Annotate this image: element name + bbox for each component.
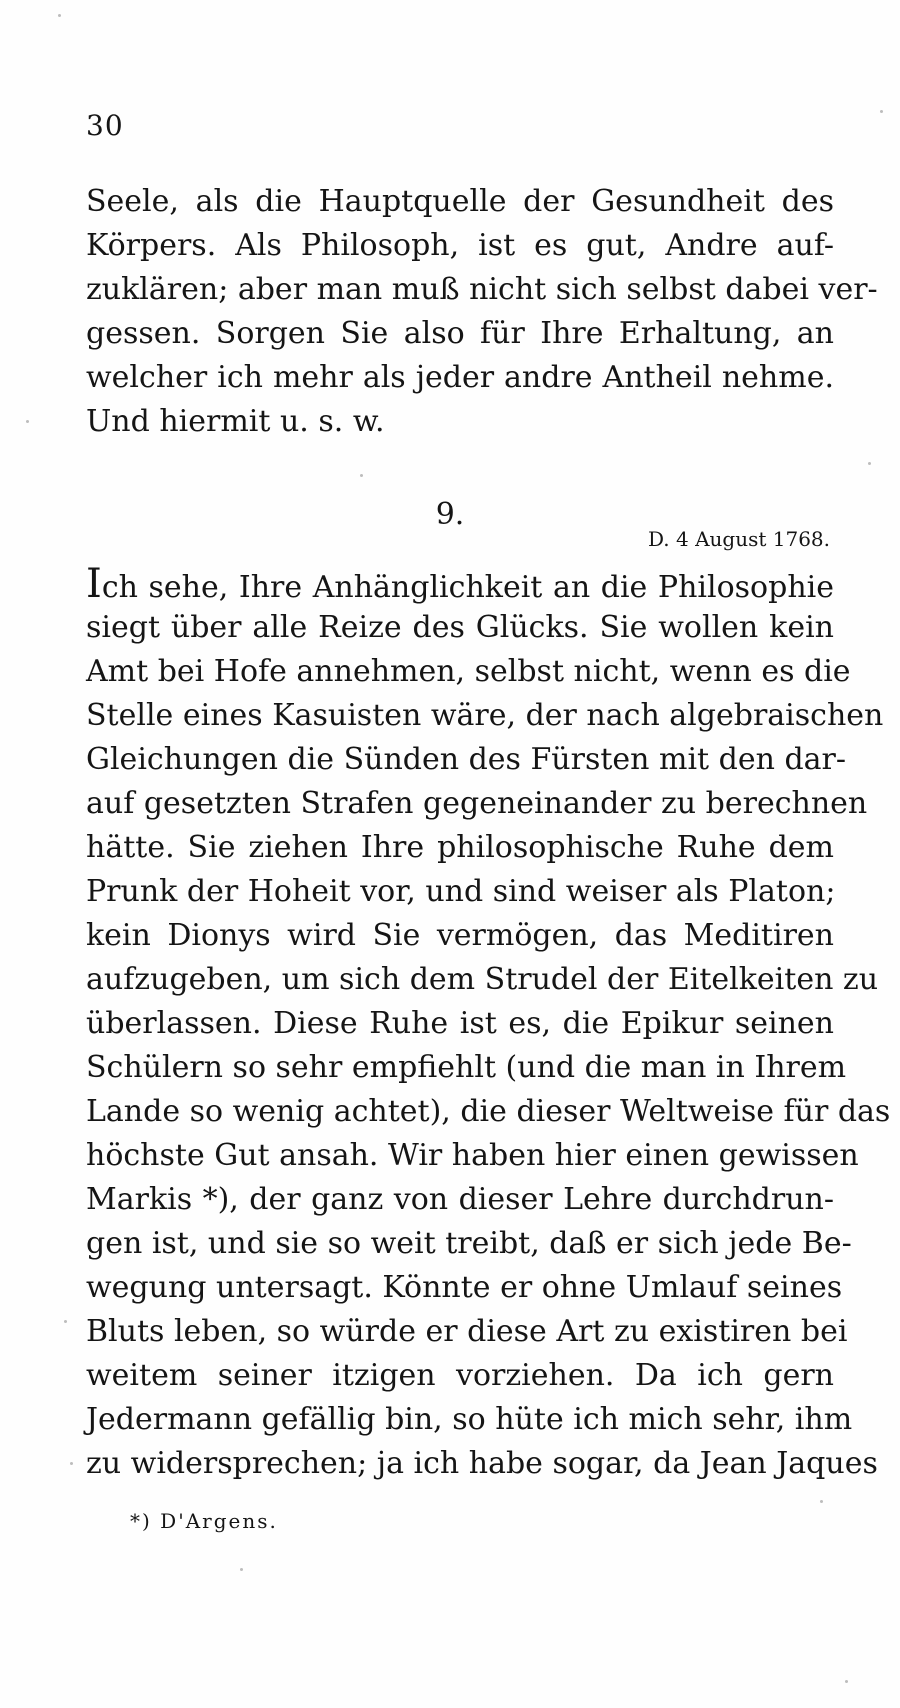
paper-speck bbox=[880, 110, 883, 113]
letter-line: Prunk der Hoheit vor, und sind weiser als Platon; bbox=[86, 874, 836, 909]
paper-speck bbox=[26, 420, 29, 423]
paper-speck bbox=[58, 14, 61, 17]
letter-line: Lande so wenig achtet), die dieser Weltweise für das bbox=[86, 1094, 891, 1129]
paper-speck bbox=[845, 1680, 848, 1683]
first-line-text: ch sehe, Ihre Anhänglichkeit an die Philosophie bbox=[101, 570, 834, 605]
paper-speck bbox=[64, 1320, 67, 1323]
footnote: *) D'Argens. bbox=[130, 1509, 278, 1533]
letter-line: Schülern so sehr empfiehlt (und die man in Ihrem bbox=[86, 1050, 847, 1085]
continuation-line: Körpers. Als Philosoph, ist es gut, Andre auf- bbox=[86, 228, 834, 263]
continuation-line: Und hiermit u. s. w. bbox=[86, 404, 385, 439]
letter-line: zu widersprechen; ja ich habe sogar, da Jean Jaques bbox=[86, 1446, 878, 1481]
continuation-line: zuklären; aber man muß nicht sich selbst dabei ver- bbox=[86, 272, 878, 307]
drop-cap: I bbox=[86, 561, 102, 607]
paper-speck bbox=[360, 474, 363, 477]
letter-line: hätte. Sie ziehen Ihre philosophische Ruhe dem bbox=[86, 830, 834, 865]
letter-date: D. 4 August 1768. bbox=[647, 527, 830, 551]
letter-line: gen ist, und sie so weit treibt, daß er sich jede Be- bbox=[86, 1226, 852, 1261]
paper-speck bbox=[820, 1500, 823, 1503]
continuation-line: welcher ich mehr als jeder andre Antheil nehme. bbox=[86, 360, 834, 395]
letter-line: kein Dionys wird Sie vermögen, das Meditiren bbox=[86, 918, 834, 953]
continuation-line: Seele, als die Hauptquelle der Gesundheit des bbox=[86, 184, 834, 219]
letter-line: siegt über alle Reize des Glücks. Sie wollen kein bbox=[86, 610, 834, 645]
letter-line: weitem seiner itzigen vorziehen. Da ich gern bbox=[86, 1358, 834, 1393]
letter-line: höchste Gut ansah. Wir haben hier einen gewissen bbox=[86, 1138, 859, 1173]
letter-line: auf gesetzten Strafen gegeneinander zu berechnen bbox=[86, 786, 868, 821]
letter-first-line bbox=[86, 562, 834, 606]
letter-line: Markis *), der ganz von dieser Lehre durchdrun- bbox=[86, 1182, 834, 1217]
page-number: 30 bbox=[86, 109, 124, 142]
letter-line: Amt bei Hofe annehmen, selbst nicht, wenn es die bbox=[86, 654, 851, 689]
paper-speck bbox=[70, 1462, 73, 1465]
letter-line: Bluts leben, so würde er diese Art zu existiren bei bbox=[86, 1314, 848, 1349]
letter-line: wegung untersagt. Könnte er ohne Umlauf seines bbox=[86, 1270, 843, 1305]
letter-number: 9. bbox=[435, 497, 465, 532]
letter-line: aufzugeben, um sich dem Strudel der Eitelkeiten zu bbox=[86, 962, 879, 997]
paper-speck bbox=[868, 462, 871, 465]
letter-line: Stelle eines Kasuisten wäre, der nach algebraischen bbox=[86, 698, 884, 733]
continuation-line: gessen. Sorgen Sie also für Ihre Erhaltung, an bbox=[86, 316, 834, 351]
letter-line: Jedermann gefällig bin, so hüte ich mich sehr, ihm bbox=[86, 1402, 853, 1437]
paper-speck bbox=[240, 1568, 243, 1571]
letter-line: Gleichungen die Sünden des Fürsten mit den dar- bbox=[86, 742, 847, 777]
letter-line: überlassen. Diese Ruhe ist es, die Epikur seinen bbox=[86, 1006, 834, 1041]
